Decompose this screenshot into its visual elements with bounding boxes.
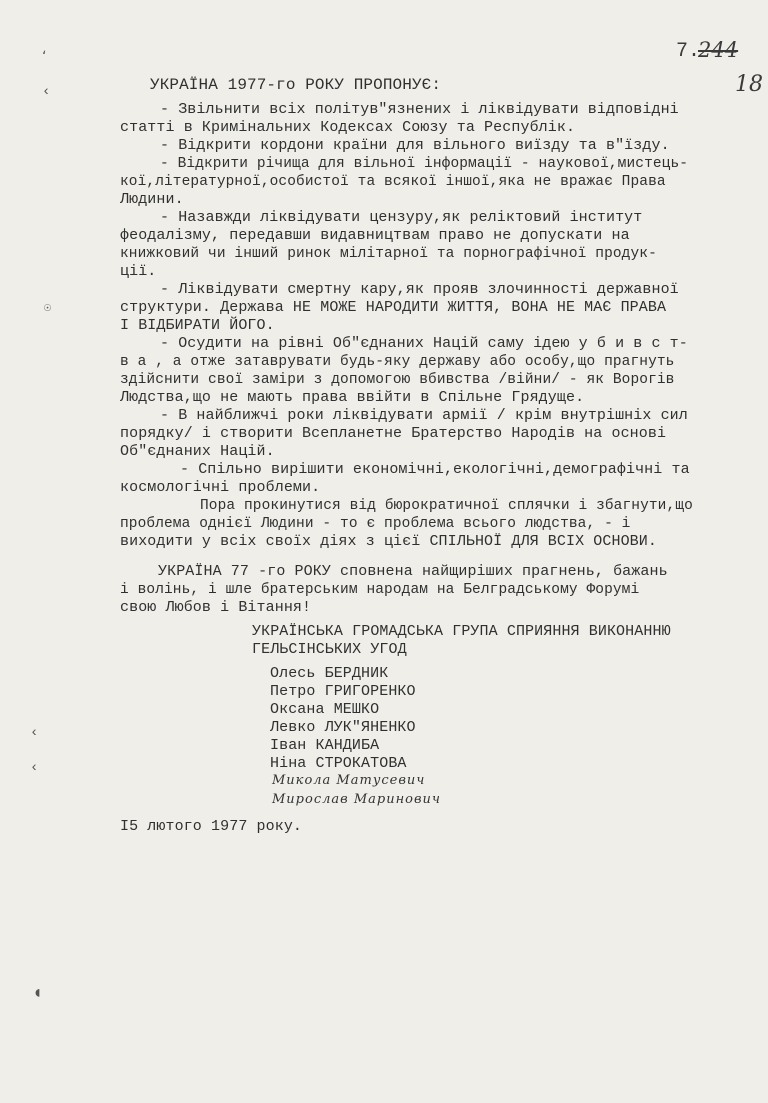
text-line: - Звільнити всіх політув"язнених і ліквідувати відповідні: [160, 101, 679, 118]
text-line: книжковий чи інший ринок мілітарної та порнографічної продук-: [120, 246, 657, 262]
punch-hole-mark: ◖: [32, 984, 43, 1004]
signatory-name: Ніна СТРОКАТОВА: [270, 755, 407, 772]
text-line: структури. Держава НЕ МОЖЕ НАРОДИТИ ЖИТТЯ, ВОНА НЕ МАЄ ПРАВА: [120, 299, 667, 316]
punch-hole-mark: ‹: [30, 760, 39, 776]
text-line: І ВІДБИРАТИ ЙОГО.: [120, 317, 275, 334]
text-line: і волінь, і шле братерським народам на Белградському Форумі: [120, 582, 640, 598]
group-name: УКРАЇНСЬКА ГРОМАДСЬКА ГРУПА СПРИЯННЯ ВИКОНАННЮ: [252, 623, 671, 640]
text-line: - Назавжди ліквідувати цензуру,як реліктовий інститут: [160, 209, 643, 226]
text-line: космологічні проблеми.: [120, 479, 321, 496]
text-line: - В найближчі роки ліквідувати армії / крім внутрішніх сил: [160, 407, 688, 424]
heading: УКРАЇНА 1977-го РОКУ ПРОПОНУЄ:: [150, 76, 442, 94]
punch-hole-mark: ☉: [44, 301, 52, 315]
signatory-name: Петро ГРИГОРЕНКО: [270, 683, 416, 700]
text-line: - Відкрити річища для вільної інформації - наукової,мистець-: [160, 156, 689, 172]
text-line: Людини.: [120, 191, 184, 208]
text-line: - Осудити на рівні Об"єднаних Націй саму ідею у б и в с т-: [160, 335, 688, 352]
group-name: ГЕЛЬСІНСЬКИХ УГОД: [252, 641, 407, 658]
text-line: проблема однієї Людини - то є проблема всього людства, - і: [120, 516, 631, 532]
page-number: 7.: [676, 40, 701, 63]
folio-number-handwritten: 18: [735, 72, 763, 97]
text-line: порядку/ і створити Всепланетне Братерство Народів на основі: [120, 425, 667, 442]
text-line: - Спільно вирішити економічні,екологічні,демографічні та: [180, 461, 690, 478]
text-line: в а , а отже затаврувати будь-яку державу або особу,що прагнуть: [120, 354, 675, 370]
punch-hole-mark: ،: [40, 43, 49, 59]
document-date: І5 лютого 1977 року.: [120, 818, 303, 835]
signatory-name: Левко ЛУК"ЯНЕНКО: [270, 719, 416, 736]
handwritten-signatory: Микола Матусевич: [272, 773, 426, 788]
text-line: статті в Кримінальних Кодексах Союзу та Республік.: [120, 119, 576, 136]
text-line: - Ліквідувати смертну кару,як прояв злочинності державної: [160, 281, 679, 298]
text-line: виходити у всіх своїх діях з цієї СПІЛЬНОЇ ДЛЯ ВСІХ ОСНОВИ.: [120, 533, 657, 550]
text-line: ції.: [120, 263, 157, 280]
text-line: - Відкрити кордони країни для вільного виїзду та в"їзду.: [160, 137, 670, 154]
text-line: кої,літературної,особистої та всякої іншої,яка не вражає Права: [120, 174, 666, 190]
signatory-name: Олесь БЕРДНИК: [270, 665, 389, 682]
text-line: УКРАЇНА 77 -го РОКУ сповнена найщиріших прагнень, бажань: [158, 563, 668, 580]
text-line: свою Любов і Вітання!: [120, 599, 312, 616]
text-line: Людства,що не мають права ввійти в Спільне Грядуще.: [120, 389, 585, 406]
signatory-name: Іван КАНДИБА: [270, 737, 380, 754]
handwritten-signatory: Мирослав Маринович: [272, 792, 442, 807]
text-line: здійснити свої заміри з допомогою вбивства /війни/ - як Ворогів: [120, 372, 675, 388]
text-line: Об"єднаних Націй.: [120, 443, 275, 460]
signatory-name: Оксана МЕШКО: [270, 701, 380, 718]
punch-hole-mark: ‹: [42, 84, 51, 100]
text-line: Пора прокинутися від бюрократичної сплячки і збагнути,що: [200, 498, 693, 514]
page-number-handwritten: 244: [698, 38, 739, 62]
punch-hole-mark: ‹: [30, 725, 39, 741]
text-line: феодалізму, передавши видавництвам право не допускати на: [120, 227, 630, 244]
